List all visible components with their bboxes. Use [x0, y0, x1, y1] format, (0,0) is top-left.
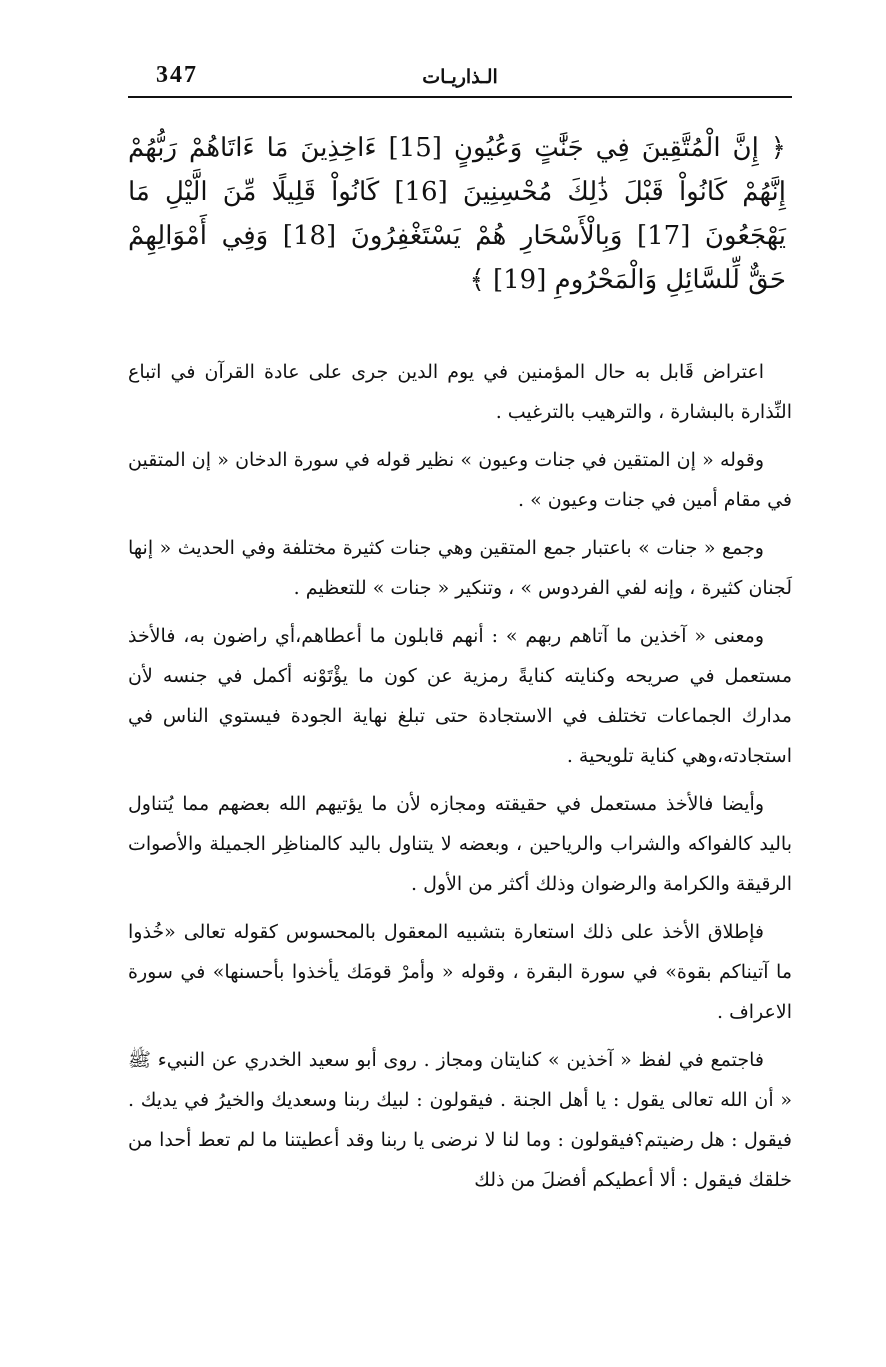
- paragraph-2: وقوله « إن المتقين في جنات وعيون » نظير قوله في سورة الدخان « إن المتقين في مقام أمين في جنات وعيون » .: [128, 449, 792, 511]
- page-number: 347: [156, 62, 198, 88]
- page-content: [128, 126, 792, 1208]
- page-header: [128, 58, 792, 98]
- paragraph-1: اعتراض قَابل به حال المؤمنين في يوم الدين جرى على عادة القرآن في اتباع النِّذارة بالبشارة ، والترهيب بالترغيب .: [128, 361, 792, 423]
- surah-title: الـذاريـات: [422, 66, 498, 88]
- paragraph-4: ومعنى « آخذين ما آتاهم ربهم » : أنهم قابلون ما أعطاهم،أي راضون به، فالأخذ مستعمل في صريحه وكنايته كنايةً رمزية عن كون ما يؤْتَوْنه أكمل في جنسه لأن مدارك الجماعات تختلف في الاستجادة حتى تبلغ نهاية الجودة فيستوي الناس في استجادته،وهي كناية تلويحية .: [128, 625, 792, 767]
- paragraph-6: فإطلاق الأخذ على ذلك استعارة بتشبيه المعقول بالمحسوس كقوله تعالى «خُذوا ما آتيناكم بقوة» في سورة البقرة ، وقوله « وأمرْ قومَك يأخذوا بأحسنها» في سورة الاعراف .: [128, 921, 792, 1023]
- quran-verses: ﴿ إِنَّ الْمُتَّقِينَ فِي جَنَّٰتٍ وَعُيُونٍ [15] ءَاخِذِينَ مَا ءَاتَاهُمْ رَبُّهُمْ إِنَّهُمْ كَانُواْ قَبْلَ ذَٰلِكَ مُحْسِنِينَ [16] كَانُواْ قَلِيلًا مِّنَ الَّيْلِ مَا يَهْجَعُونَ [17] وَبِالْأَسْحَارِ هُمْ يَسْتَغْفِرُونَ [18] وَفِي أَمْوَالِهِمْ حَقٌّ لِّلسَّائِلِ وَالْمَحْرُومِ [19] ﴾: [128, 133, 786, 295]
- paragraph-7: فاجتمع في لفظ « آخذين » كنايتان ومجاز . روى أبو سعيد الخدري عن النبيء ﷺ « أن الله تعالى يقول : يا أهل الجنة . فيقولون : لبيك ربنا وسعديك والخيرُ في يديك . فيقول : هل رضيتم؟فيقولون : وما لنا لا نرضى يا ربنا وقد أعطيتنا ما لم تعط أحدا من خلقك فيقول : ألا أعطيكم أفضلَ من ذلك: [128, 1049, 792, 1191]
- paragraph-3: وجمع « جنات » باعتبار جمع المتقين وهي جنات كثيرة مختلفة وفي الحديث « إنها لَجنان كثيرة ، وإنه لفي الفردوس » ، وتنكير « جنات » للتعظيم .: [128, 537, 792, 599]
- paragraph-5: وأيضا فالأخذ مستعمل في حقيقته ومجازه لأن ما يؤتيهم الله بعضهم مما يُتناول باليد كالفواكه والشراب والرياحين ، وبعضه لا يتناول باليد كالمناظِر الجميلة والأصوات الرقيقة والكرامة والرضوان وذلك أكثر من الأول .: [128, 793, 792, 895]
